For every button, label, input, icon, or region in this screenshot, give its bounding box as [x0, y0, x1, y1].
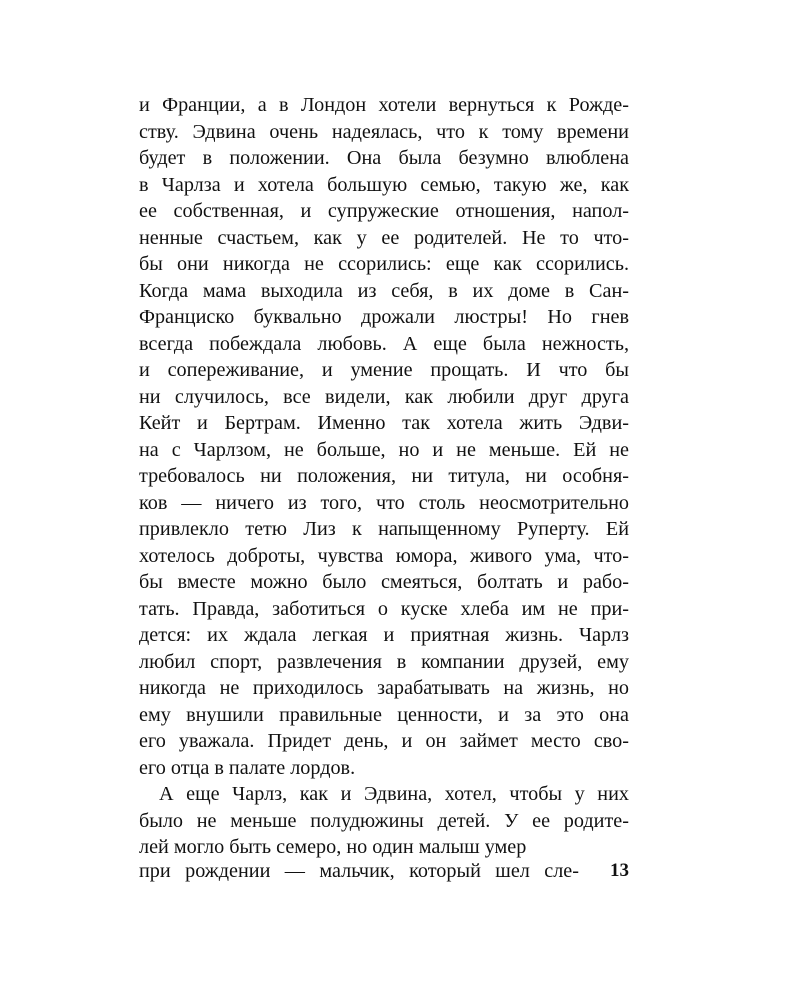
text-line: ни случилось, все видели, как любили друг друга [139, 385, 629, 408]
text-line: Кейт и Бертрам. Именно так хотела жить Эдви- [139, 412, 629, 434]
text-line: ненные счастьем, как у ее родителей. Не то что- [139, 226, 629, 249]
text-line: было не меньше полудюжины детей. У ее родите- [139, 809, 629, 832]
page-number: 13 [610, 860, 629, 881]
text-line: на с Чарлзом, не больше, но и не меньше. Ей не [139, 438, 629, 461]
text-line: привлекло тетю Лиз к напыщенному Руперту. Ей [139, 518, 629, 540]
text-line: Когда мама выходила из себя, в их доме в Сан- [139, 279, 629, 302]
text-line: ков — ничего из того, что столь неосмотрительно [139, 491, 629, 514]
text-line: тать. Правда, заботиться о куске хлеба им не при- [139, 597, 629, 620]
text-line: ству. Эдвина очень надеялась, что к тому времени [139, 120, 629, 143]
text-line: будет в положении. Она была безумно влюблена [139, 147, 629, 169]
text-line: и сопереживание, и умение прощать. И что бы [139, 359, 629, 381]
text-line: лей могло быть семеро, но один малыш умер [139, 836, 527, 858]
text-line: ему внушили правильные ценности, и за это она [139, 703, 629, 726]
text-line: и Франции, а в Лондон хотели вернуться к Рожде- [139, 94, 629, 116]
text-line: в Чарлза и хотела большую семью, такую же, как [139, 173, 629, 196]
text-line: А еще Чарлз, как и Эдвина, хотел, чтобы у них [159, 783, 629, 805]
text-line: любил спорт, развлечения в компании друзей, ему [139, 650, 629, 673]
text-line: всегда побеждала любовь. А еще была нежность, [139, 332, 629, 355]
text-line: Франциско буквально дрожали люстры! Но гнев [139, 306, 629, 328]
text-line: бы они никогда не ссорились: еще как ссорились. [139, 253, 629, 275]
text-line: хотелось доброты, чувства юмора, живого ума, что- [139, 544, 629, 567]
text-line: бы вместе можно было смеяться, болтать и рабо- [139, 571, 629, 593]
text-line: его уважала. Придет день, и он займет место сво- [139, 730, 629, 752]
text-line: ее собственная, и супружеские отношения, напол- [139, 200, 629, 222]
text-line: его отца в палате лордов. [139, 756, 356, 779]
text-line: требовалось ни положения, ни титула, ни особня- [139, 465, 629, 487]
last-text-line: при рождении — мальчик, который шел сле- [139, 860, 579, 882]
body-text [139, 92, 629, 861]
text-line: дется: их ждала легкая и приятная жизнь. Чарлз [139, 624, 629, 646]
text-line: никогда не приходилось зарабатывать на жизнь, но [139, 677, 629, 699]
